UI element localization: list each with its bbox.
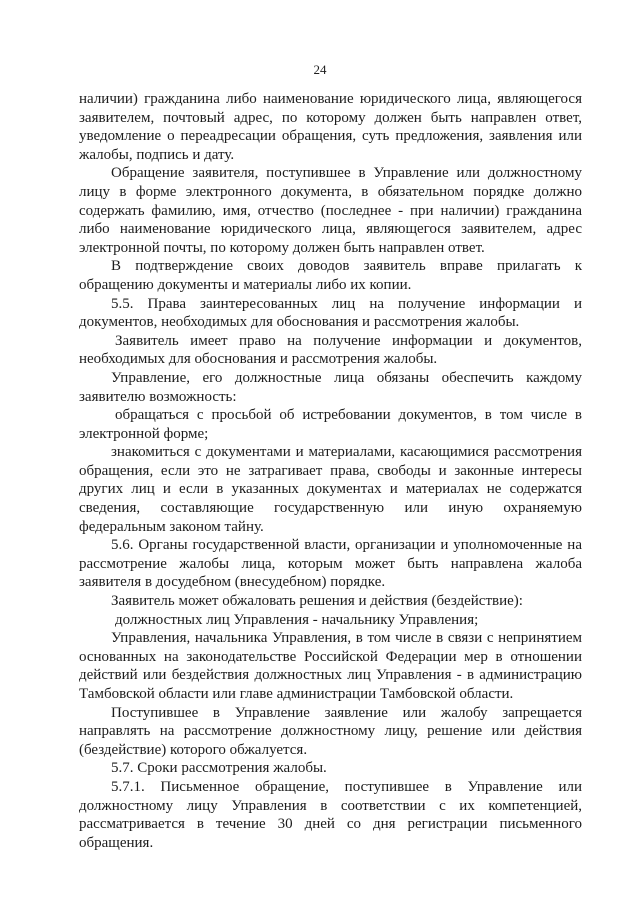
- section-heading: 5.5. Права заинтересованных лиц на получение информации и документов, необходимых для обоснования и рассмотрения жалобы.: [79, 295, 582, 331]
- list-item: обращаться с просьбой об истребовании документов, в том числе в электронной форме;: [79, 407, 582, 442]
- page-number: 24: [313, 62, 327, 77]
- list-item: должностных лиц Управления - начальнику Управления;: [115, 611, 479, 628]
- paragraph: Обращение заявителя, поступившее в Управление или должностному лицу в форме электронного документа, в обязательном порядке должно содержать фамилию, имя, отчество (последнее - при наличии) гражданина либо наименование юридического лица, являющегося заявителем, адрес электронной почты, по которому должен быть направлен ответ.: [79, 165, 582, 256]
- document-body: [79, 90, 582, 852]
- paragraph: В подтверждение своих доводов заявитель вправе прилагать к обращению документы и материалы либо их копии.: [79, 258, 582, 293]
- list-item: Управления, начальника Управления, в том числе в связи с непринятием основанных на законодательстве Российской Федерации мер в отношении действий или бездействия должностных лиц Управления - в администрацию Тамбовской области или главе администрации Тамбовской области.: [79, 630, 582, 702]
- section-heading: 5.7. Сроки рассмотрения жалобы.: [111, 760, 327, 777]
- paragraph: 5.7.1. Письменное обращение, поступившее в Управление или должностному лицу Управления в соответствии с их компетенцией, рассматривается в течение 30 дней со дня регистрации письменного обращения.: [79, 778, 582, 851]
- section-heading: 5.6. Органы государственной власти, организации и уполномоченные на рассмотрение жалобы лица, которым может быть направлена жалоба заявителя в досудебном (внесудебном) порядке.: [79, 537, 582, 591]
- paragraph: наличии) гражданина либо наименование юридического лица, являющегося заявителем, почтовый адрес, по которому должен быть направлен ответ, уведомление о переадресации обращения, суть предложения, заявления или жалобы, подпись и дату.: [79, 91, 582, 163]
- list-item: знакомиться с документами и материалами, касающимися рассмотрения обращения, если это не затрагивает права, свободы и законные интересы других лиц и если в указанных документах и материалах не содержатся сведения, составляющие государственную или иную охраняемую федеральным законом тайну.: [79, 444, 582, 535]
- paragraph: Управление, его должностные лица обязаны обеспечить каждому заявителю возможность:: [79, 369, 582, 405]
- paragraph: Заявитель имеет право на получение информации и документов, необходимых для обоснования и рассмотрения жалобы.: [79, 332, 582, 368]
- paragraph: Поступившее в Управление заявление или жалобу запрещается направлять на рассмотрение должностному лицу, решение или действия (бездействие) которого обжалуется.: [79, 704, 582, 758]
- paragraph: Заявитель может обжаловать решения и действия (бездействие):: [111, 593, 523, 610]
